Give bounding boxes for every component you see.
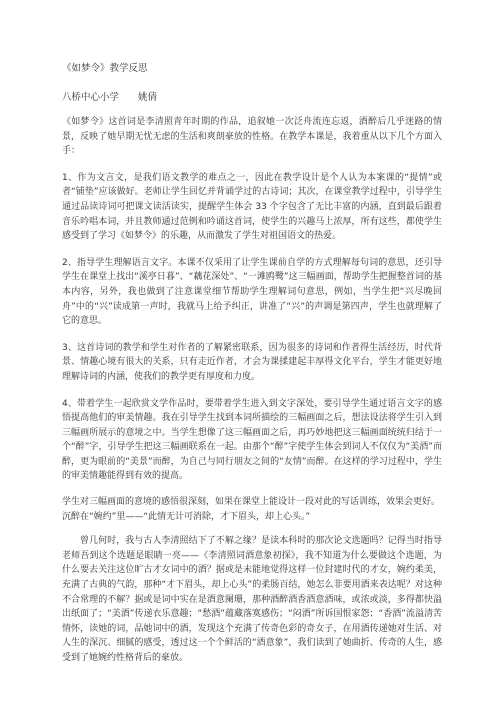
paragraph-subheading: 沉醉在“婉约”里——“此情无计可消除，才下眉头，却上心头。” <box>62 511 311 522</box>
paragraph-point-2: 2、指导学生理解语言文字。本课不仅采用了让学生课前自学的方式理解每句词的意思，还引导学生在课堂上找出“溪亭日暮”、“藕花深处”、“一滩鸥鹭”这三幅画面，帮助学生把握整首词的基本内容，另外，我也做到了注意课堂细节帮助学生理解词句意思，例如，当学生把“兴尽晚回舟”中的“兴”读成第一声时，我就马上给予纠正，讲准了“兴”的声调是第四声，学生也就理解了它的意思。 <box>62 257 442 327</box>
paragraph-point-3: 3、这首诗词的教学和学生对作者的了解紧密联系，因为很多的诗词和作者得生活经历，时代背景、情趣心境有很大的关系，只有走近作者，才会为课揉建起丰厚得文化平台，学生才能更好地理解诗词的内涵，使我们的教学更有厚度和力度。 <box>62 342 442 382</box>
paragraph-point-1: 1、作为文言文，是我们语文教学的难点之一，因此在教学设计是个人认为本案课的“提情”或者“铺垫”应该做好。老师让学生回忆并背诵学过的古诗词；其次，在课堂教学过程中，引导学生通过品读诗词可把课文读活读实，提醒学生体会 33 个字包含了无比丰富的内涵，直到最后跟着音乐吟唱本词，并且教师通过范例和吟诵这首词，使学生的兴趣马上浓厚，所有这些，都使学生感受到了学习《如梦令》的乐趣，从而激发了学生对祖国语文的热爱。 <box>62 172 442 242</box>
paragraph-intro: 《如梦令》这首词是李清照青年时期的作品，追叙她一次泛舟流连忘返，酒醉后几乎迷路的情景，反映了她早期无忧无虑的生活和爽朗豪放的性格。在教学本课是，我着重从以下几个方面入手： <box>62 117 442 157</box>
paragraph-point-4: 4、带着学生一起欣赏文学作品时，要带着学生进入到文字深处，要引导学生通过语言文字的感悟提高他们的审美情趣。我在引导学生找到本词所描绘的三幅画面之后，想法设法将学生引入到三幅画所展示的意境之中。当学生想像了这三幅画面之后，再巧妙地把这三幅画面统统归结于一个“醉”字，引导学生把这三幅画联系在一起。由那个“醉”字使学生体会到词人不仅仅为“美酒”而醉，更为眼前的“美景”而醉，为自己与同行朋友之间的“友情”而醉。在这样的学习过程中，学生的审美情趣能得到有效的提高。 <box>62 398 442 482</box>
paragraph-essay: 曾几何时，我与古人李清照结下了不解之缘？是读本科时的那次论文选题吗？记得当时指导老师吾到这个选题是眼睛一亮——《李清照词酒意象初探》，我不知道为什么要做这个选题，为什么要去关注这位旷古才女词中的酒？据或是未能地觉得这样一位封建时代的才女，婉约柔美，充满了古典的气韵，那种“才下眉头，却上心头”的柔肠百结，她怎么非要用酒来表达呢？对这种不合常理的不解？据或是词中实在是酒意阑珊，那种酒醉酒香酒意酒味，或浓或淡，多得都快溢出纸面了；“美酒”传递衣乐意趣；“愁酒”蕴藏落寞感伤；“闷酒”所诉国恨家怨；“香酒”流溢清苦情怀，读她的词，品她词中的酒，发现这个充满了传奇色彩的奇女子，在用酒传递她对生活、对人生的深沉、细腻的感受，透过这一个个鲜活的“酒意象”，我们读到了她曲折、传奇的人生，感受到了她婉约性格背后的豪放。 <box>62 536 442 663</box>
document-page <box>62 62 442 666</box>
author-line: 八桥中心小学 姚倩 <box>62 92 158 103</box>
document-title: 《如梦令》教学反思 <box>62 63 148 74</box>
paragraph-reflection: 学生对三幅画面的意境的感悟很深刻，如果在课堂上能设计一段对此的写话训练，效果会更好。 <box>62 497 441 508</box>
